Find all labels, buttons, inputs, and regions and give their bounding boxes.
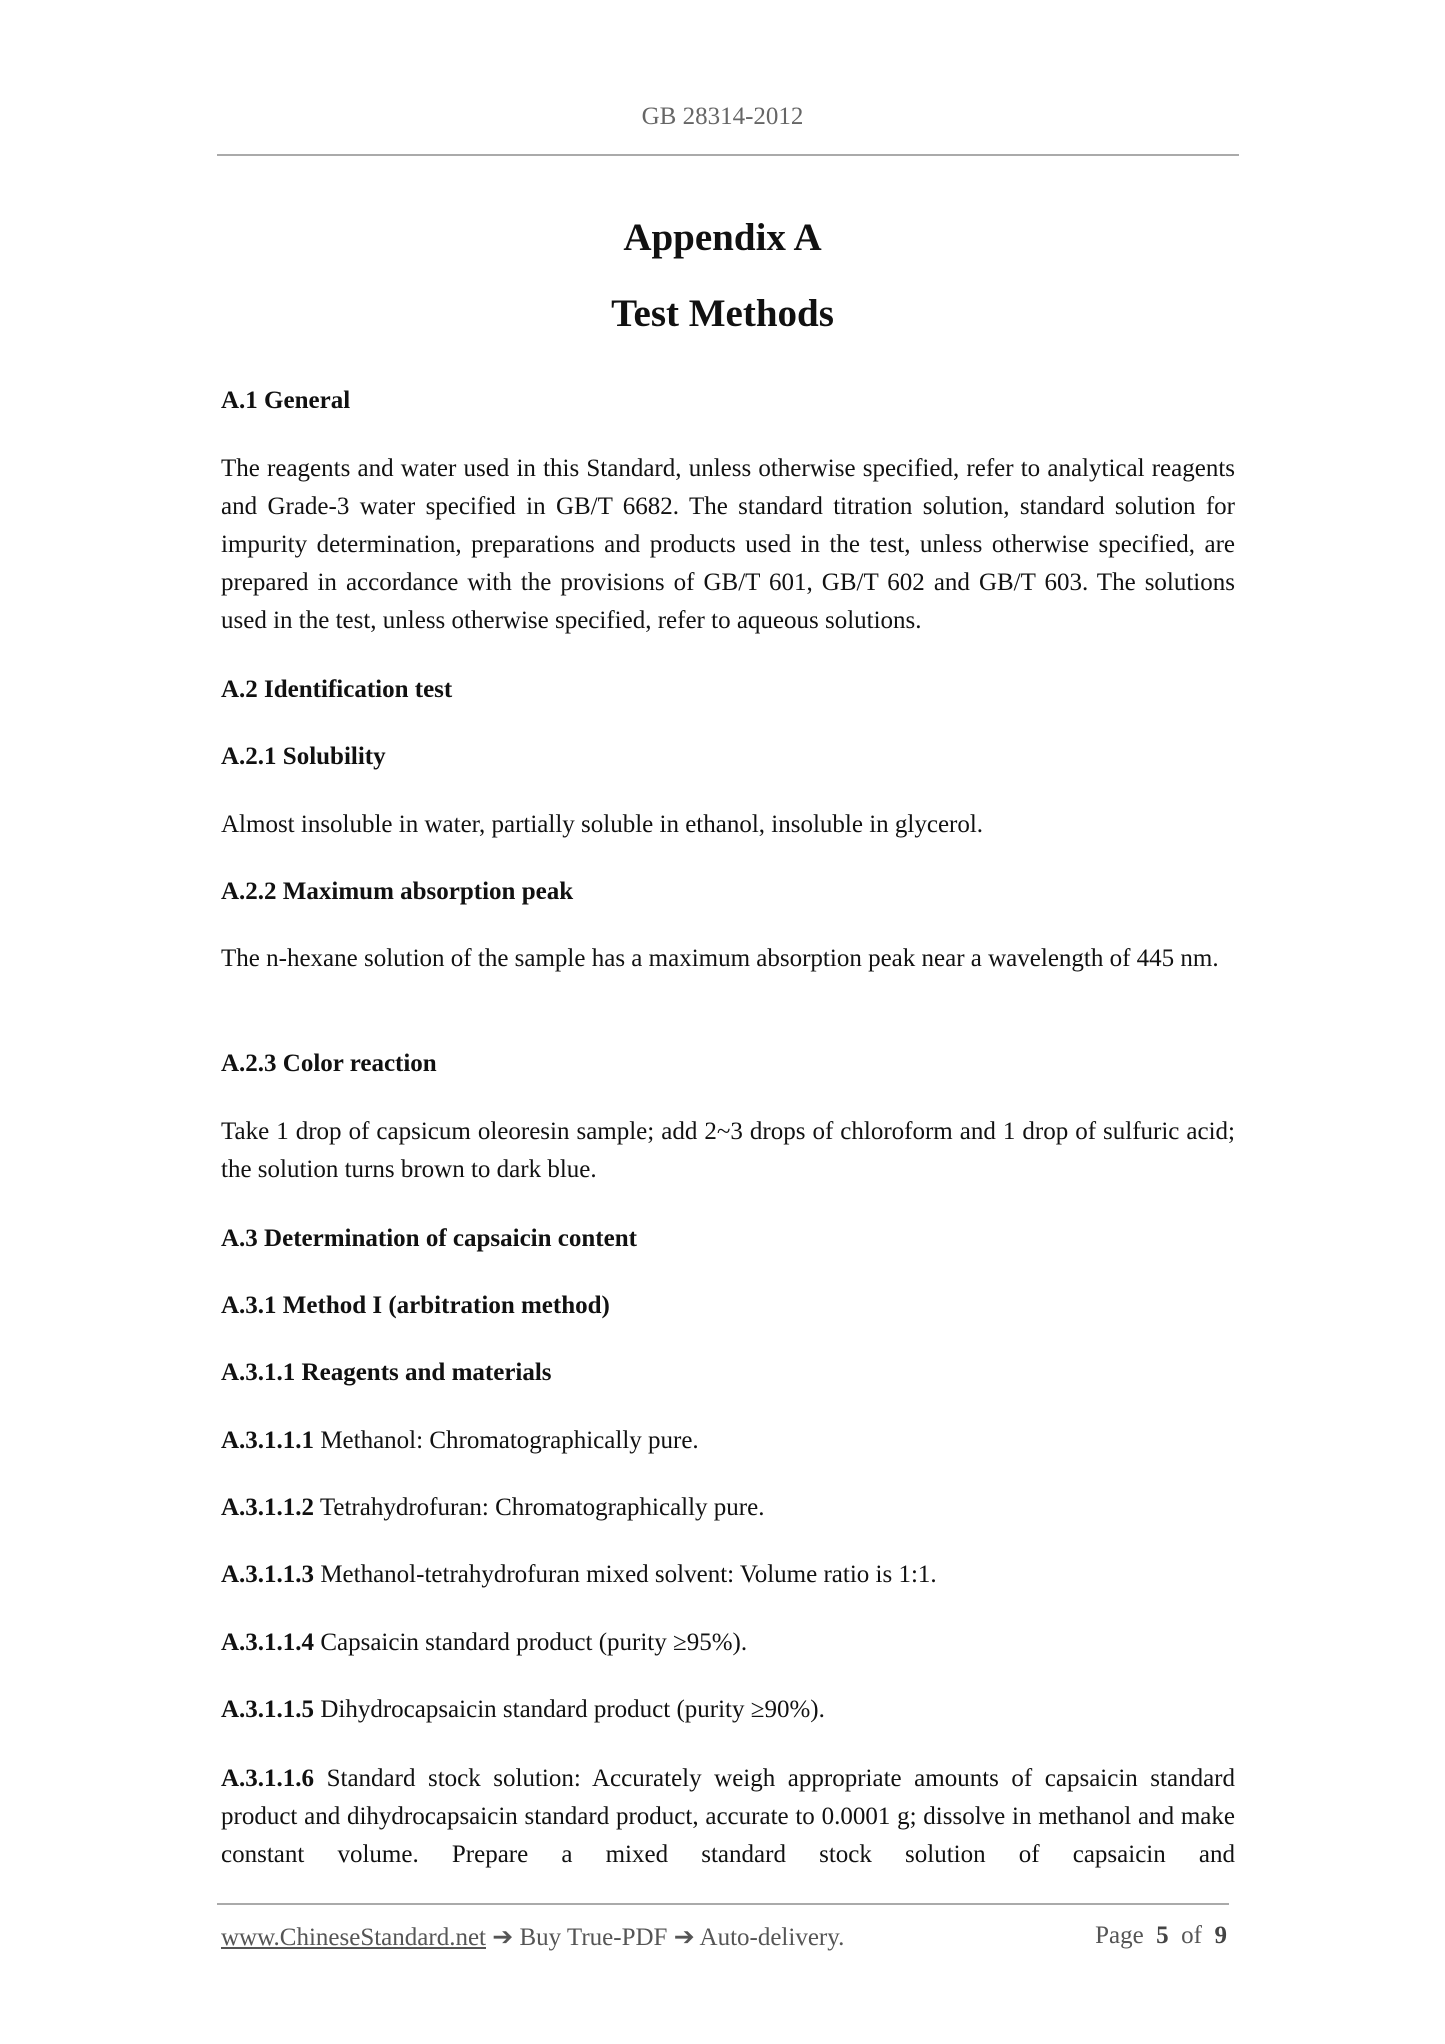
item-text: Capsaicin standard product (purity ≥95%).	[314, 1629, 748, 1656]
item-text: Methanol-tetrahydrofuran mixed solvent: Volume ratio is 1:1.	[314, 1561, 937, 1588]
of-label: of	[1181, 1922, 1202, 1949]
heading-a22: A.2.2 Maximum absorption peak	[221, 878, 574, 905]
item-text: Dihydrocapsaicin standard product (purity ≥90%).	[314, 1696, 825, 1723]
footer-divider	[217, 1903, 1229, 1905]
paragraph-a1: The reagents and water used in this Standard, unless otherwise specified, refer to analytical reagents and Grade-3 water specified in GB/T 6682. The standard titration solution, standard solution for impurity determination, preparations and products used in the test, unless otherwise specified, are prepared in accordance with the provisions of GB/T 601, GB/T 602 and GB/T 603. The solutions used in the test, unless otherwise specified, refer to aqueous solutions.	[221, 455, 1235, 634]
heading-a31: A.3.1 Method I (arbitration method)	[221, 1292, 610, 1319]
buy-text: Buy True-PDF	[519, 1924, 668, 1951]
heading-a311: A.3.1.1 Reagents and materials	[221, 1359, 552, 1386]
item-text: Standard stock solution: Accurately weigh appropriate amounts of capsaicin standard product and dihydrocapsaicin standard product, accurate to 0.0001 g; dissolve in methanol and make constant volume. Prepare a mixed standard stock solution of capsaicin and	[221, 1765, 1235, 1868]
paragraph-a21: Almost insoluble in water, partially soluble in ethanol, insoluble in glycerol.	[221, 811, 984, 838]
item-number: A.3.1.1.3	[221, 1561, 315, 1588]
item-number: A.3.1.1.4	[221, 1629, 315, 1656]
page-indicator	[1095, 1922, 1227, 1950]
chinesestandard-link[interactable]: www.ChineseStandard.net	[221, 1924, 486, 1951]
delivery-text: Auto-delivery.	[699, 1924, 845, 1951]
appendix-subtitle: Test Methods	[611, 292, 834, 335]
list-item	[221, 1691, 1235, 1729]
document-id-header: GB 28314-2012	[641, 103, 804, 130]
heading-a1: A.1 General	[221, 387, 351, 414]
heading-a2: A.2 Identification test	[221, 676, 453, 703]
arrow-icon: ➔	[486, 1924, 520, 1951]
page-label: Page	[1095, 1922, 1144, 1949]
item-number: A.3.1.1.1	[221, 1427, 315, 1454]
list-item	[221, 1624, 1235, 1662]
list-item	[221, 1760, 1235, 1874]
arrow-icon: ➔	[667, 1924, 700, 1951]
heading-a21: A.2.1 Solubility	[221, 743, 386, 770]
item-number: A.3.1.1.5	[221, 1696, 315, 1723]
list-item	[221, 1556, 1235, 1594]
page-number: 5	[1156, 1922, 1169, 1949]
paragraph-a22: The n-hexane solution of the sample has a maximum absorption peak near a wavelength of 445 nm.	[221, 945, 1219, 972]
appendix-title: Appendix A	[623, 216, 822, 259]
item-text: Tetrahydrofuran: Chromatographically pure.	[314, 1494, 765, 1521]
paragraph-a23: Take 1 drop of capsicum oleoresin sample; add 2~3 drops of chloroform and 1 drop of sulfuric acid; the solution turns brown to dark blue.	[221, 1118, 1235, 1183]
page-total: 9	[1214, 1922, 1227, 1949]
header-divider	[217, 154, 1239, 156]
footer-promo	[221, 1922, 844, 1952]
heading-a3: A.3 Determination of capsaicin content	[221, 1225, 637, 1252]
item-number: A.3.1.1.6	[221, 1765, 315, 1792]
list-item	[221, 1489, 1235, 1527]
item-text: Methanol: Chromatographically pure.	[314, 1427, 699, 1454]
heading-a23: A.2.3 Color reaction	[221, 1050, 437, 1077]
item-number: A.3.1.1.2	[221, 1494, 315, 1521]
list-item	[221, 1422, 1235, 1460]
